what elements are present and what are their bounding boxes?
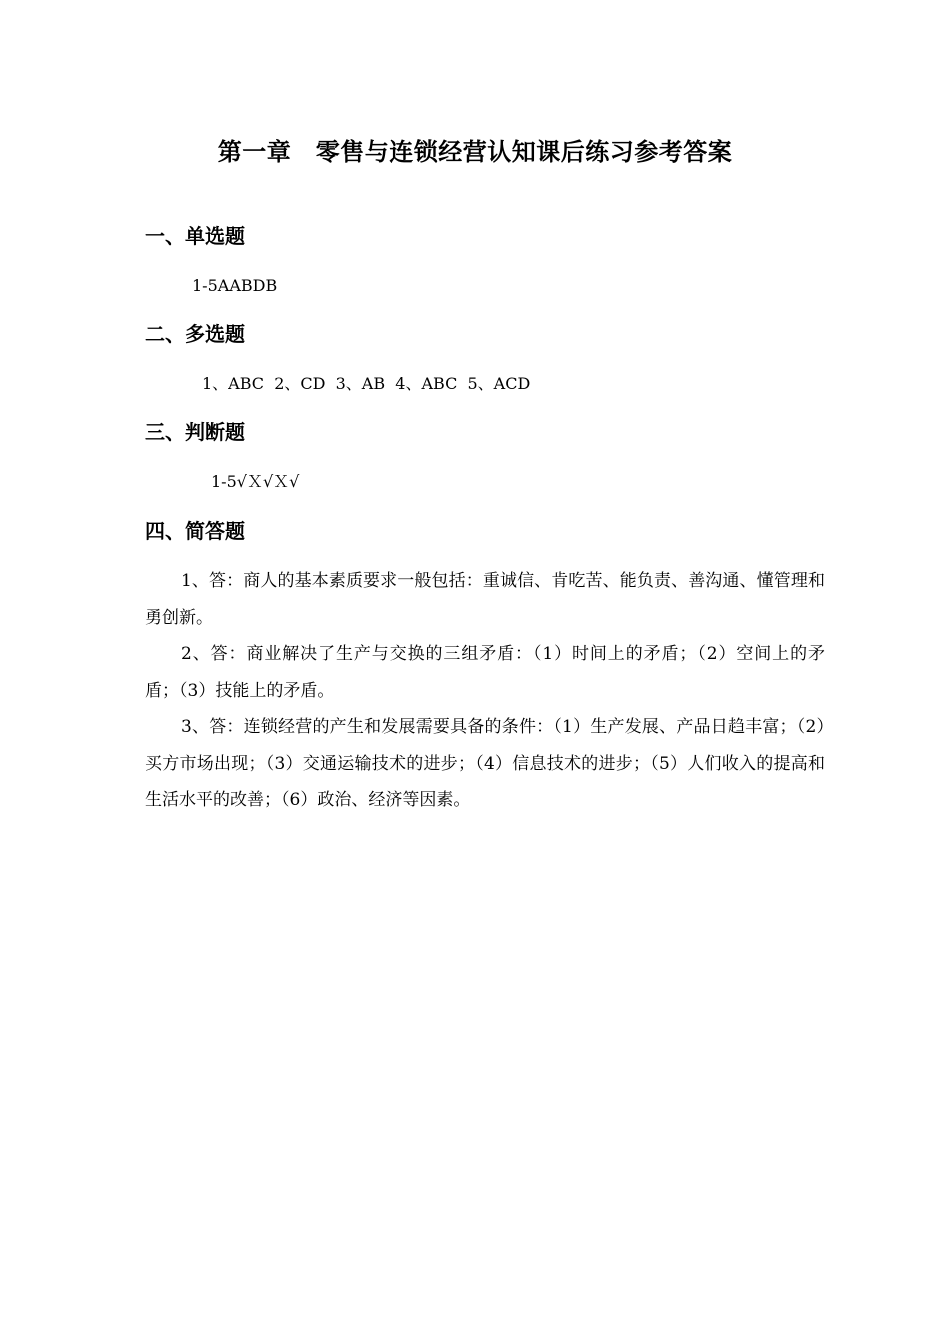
short-answer-1: 1、答：商人的基本素质要求一般包括：重诚信、肯吃苦、能负责、善沟通、懂管理和勇创新。 <box>145 571 825 628</box>
short-answer-3: 3、答：连锁经营的产生和发展需要具备的条件：（1）生产发展、产品日趋丰富；（2）买方市场出现；（3）交通运输技术的进步；（4）信息技术的进步；（5）人们收入的提高和生活水平的改善；（6）政治、经济等因素。 <box>145 717 825 810</box>
page-title: 第一章 零售与连锁经营认知课后练习参考答案 <box>217 138 733 166</box>
short-answer-2: 2、答：商业解决了生产与交换的三组矛盾：（1）时间上的矛盾；（2）空间上的矛盾；（3）技能上的矛盾。 <box>145 644 825 701</box>
section-heading-short-answer: 四、简答题 <box>145 519 245 543</box>
section-heading-single-choice: 一、单选题 <box>145 224 245 248</box>
section-heading-true-false: 三、判断题 <box>145 420 245 444</box>
true-false-answers: 1-5√Ｘ√Ｘ√ <box>211 472 300 491</box>
multiple-choice-answers: 1、ABC 2、CD 3、AB 4、ABC 5、ACD <box>202 374 531 393</box>
section-heading-multiple-choice: 二、多选题 <box>145 322 245 346</box>
single-choice-answers: 1-5AABDB <box>192 276 278 295</box>
